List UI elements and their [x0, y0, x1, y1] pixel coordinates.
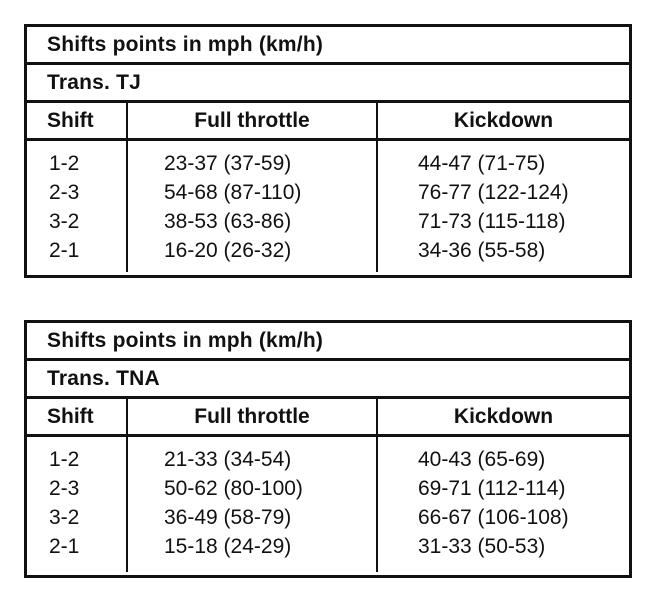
shift-column	[27, 141, 128, 272]
header-kickdown: Kickdown	[453, 404, 554, 428]
table-header-row	[27, 399, 629, 437]
full-throttle-cell: 21-33 (34-54)	[164, 448, 292, 471]
kickdown-cell: 34-36 (55-58)	[418, 239, 546, 262]
table-body	[27, 141, 629, 272]
full-throttle-cell: 36-49 (58-79)	[164, 506, 292, 529]
header-full-throttle: Full throttle	[128, 399, 378, 434]
full-throttle-cell: 16-20 (26-32)	[164, 239, 292, 262]
kickdown-cell: 76-77 (122-124)	[418, 181, 569, 204]
full-throttle-column	[128, 437, 378, 572]
shift-cell: 2-3	[49, 477, 80, 500]
header-full-throttle: Full throttle	[128, 103, 378, 138]
full-throttle-column	[128, 141, 378, 272]
table-header-row	[27, 103, 629, 141]
full-throttle-cell: 38-53 (63-86)	[164, 210, 292, 233]
full-throttle-cell: 23-37 (37-59)	[164, 152, 292, 175]
kickdown-column	[378, 437, 629, 572]
transmission-label: Trans. TJ	[27, 65, 629, 103]
shift-cell: 2-1	[49, 239, 80, 262]
kickdown-cell: 71-73 (115-118)	[418, 210, 566, 233]
shift-cell: 1-2	[49, 448, 80, 471]
kickdown-cell: 44-47 (71-75)	[418, 152, 546, 175]
shift-cell: 3-2	[49, 506, 80, 529]
header-kickdown: Kickdown	[453, 108, 554, 132]
kickdown-column	[378, 141, 629, 272]
full-throttle-cell: 54-68 (87-110)	[164, 181, 302, 204]
kickdown-cell: 31-33 (50-53)	[418, 535, 546, 558]
table-title: Shifts points in mph (km/h)	[27, 27, 629, 65]
table-body	[27, 437, 629, 572]
header-shift: Shift	[27, 103, 128, 138]
kickdown-cell: 40-43 (65-69)	[418, 448, 546, 471]
table-title: Shifts points in mph (km/h)	[27, 323, 629, 361]
kickdown-cell: 69-71 (112-114)	[418, 477, 566, 500]
shift-cell: 2-1	[49, 535, 80, 558]
transmission-label: Trans. TNA	[27, 361, 629, 399]
kickdown-cell: 66-67 (106-108)	[418, 506, 569, 529]
header-shift: Shift	[27, 399, 128, 434]
shift-points-table-tna	[24, 320, 632, 578]
shift-cell: 3-2	[49, 210, 80, 233]
full-throttle-cell: 15-18 (24-29)	[164, 535, 292, 558]
shift-cell: 1-2	[49, 152, 80, 175]
shift-cell: 2-3	[49, 181, 80, 204]
shift-column	[27, 437, 128, 572]
shift-points-table-tj	[24, 24, 632, 278]
full-throttle-cell: 50-62 (80-100)	[164, 477, 303, 500]
